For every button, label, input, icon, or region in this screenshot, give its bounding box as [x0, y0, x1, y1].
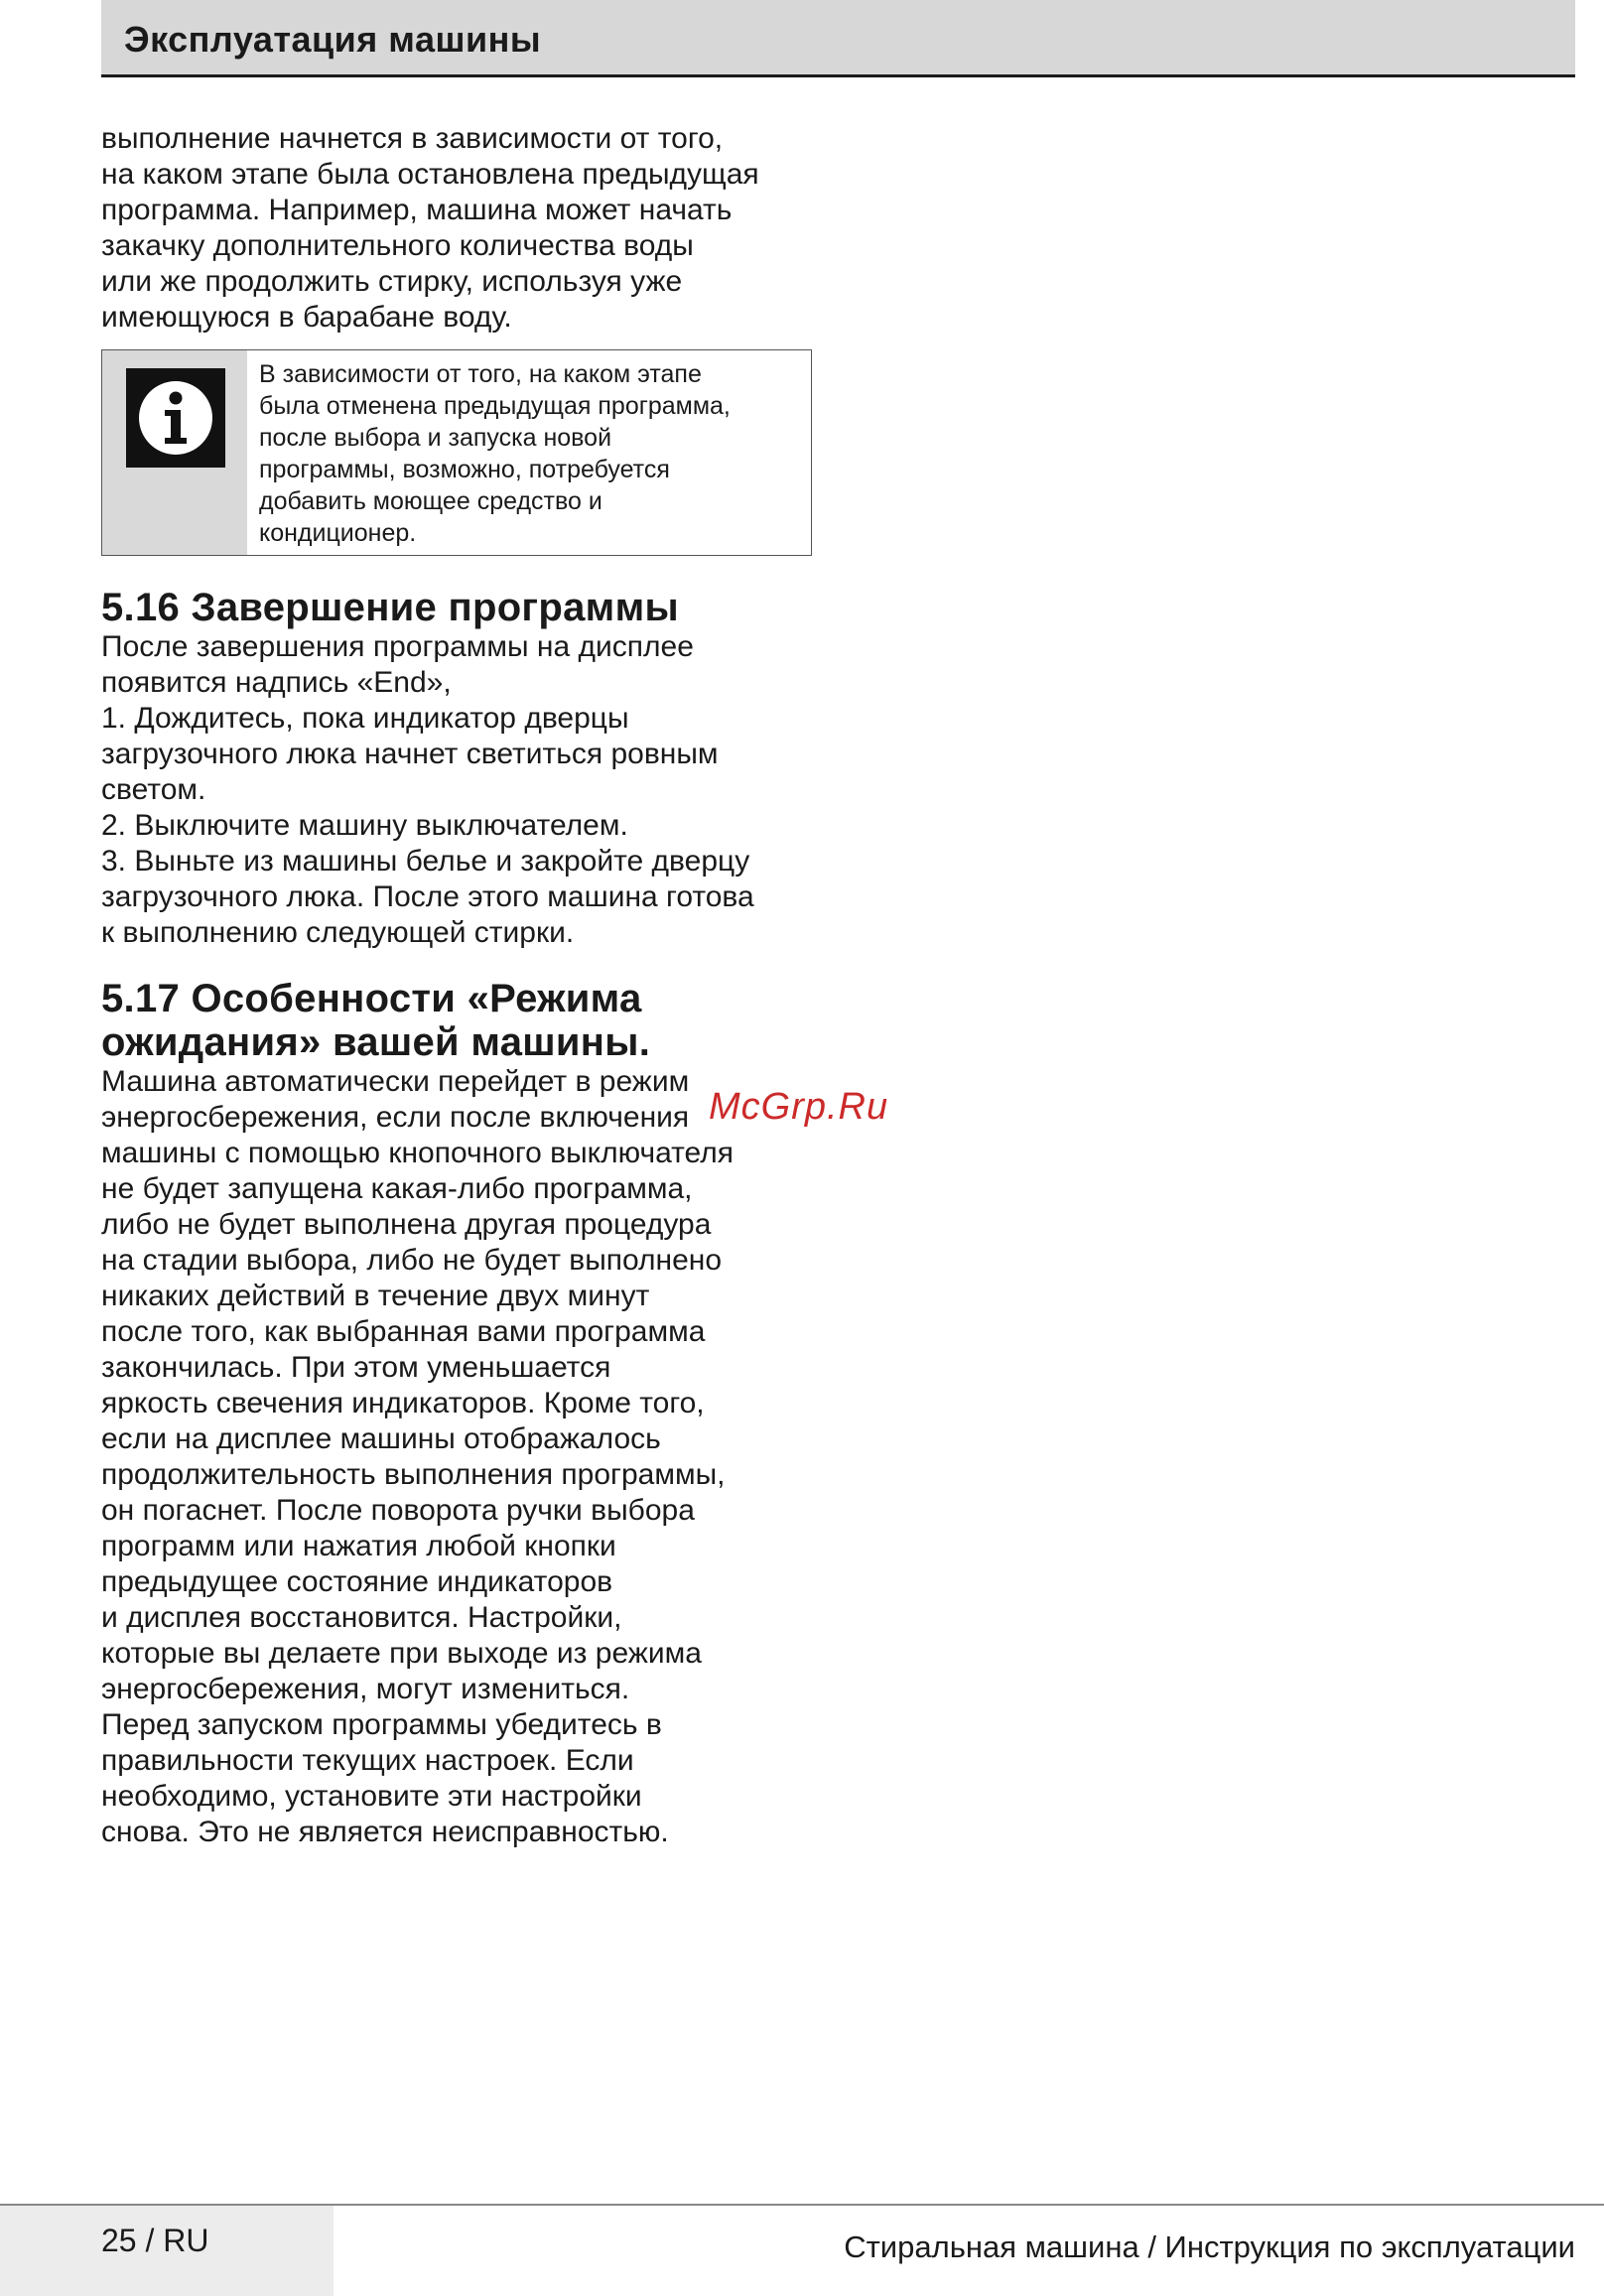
section-516-intro: После завершения программы на дисплее появится надпись «End»,: [101, 630, 694, 699]
section-517-body: Машина автоматически перейдет в режим энергосбережения, если после включения машины с помощью кнопочного выключателя не будет запущена какая-либо программа, либо не будет выполнена другая процедура на стадии выбора, либо не будет выполнено никаких действий в течение двух минут после того, как выбранная вами программа закончилась. При этом уменьшается яркость свечения индикаторов. Кроме того, если на дисплее машины отображалось продолжительность выполнения программы, он погаснет. После поворота ручки выбора программ или нажатия любой кнопки предыдущее состояние индикаторов и дисплея восстановится. Настройки, которые вы делаете при выходе из режима энергосбережения, могут измениться. Перед запуском программы убедитесь в правильности текущих настроек. Если необходимо, установите эти настройки снова. Это не является неисправностью.: [101, 1065, 734, 1848]
content-column: [101, 121, 816, 1850]
note-text: В зависимости от того, на каком этапе была отменена предыдущая программа, после выбора и запуска новой программы, возможно, потребуется добавить моющее средство и кондиционер.: [259, 360, 731, 547]
info-icon: [126, 368, 225, 468]
note-box: [101, 349, 812, 556]
intro-paragraph: выполнение начнется в зависимости от того, на каком этапе была остановлена предыдущая программа. Например, машина может начать закачку дополнительного количества воды или же продолжить стирку, используя уже имеющуюся в барабане воду.: [101, 122, 759, 334]
section-516-step-3: 3. Выньте из машины белье и закройте дверцу загрузочного люка. После этого машина готова к выполнению следующей стирки.: [101, 845, 754, 949]
section-516-heading: 5.16 Завершение программы: [101, 586, 679, 629]
note-icon-cell: [102, 350, 247, 555]
page-title: Эксплуатация машины: [124, 19, 542, 60]
footer-document-title: Стиральная машина / Инструкция по эксплуатации: [844, 2229, 1575, 2264]
page-number: 25 / RU: [101, 2223, 209, 2258]
section-516-step-2: 2. Выключите машину выключателем.: [101, 809, 628, 842]
section-516-step-1: 1. Дождитесь, пока индикатор дверцы загрузочного люка начнет светиться ровным светом.: [101, 702, 719, 806]
section-517-heading: 5.17 Особенности «Режима ожидания» вашей машины.: [101, 977, 651, 1064]
watermark: McGrp.Ru: [709, 1086, 889, 1128]
